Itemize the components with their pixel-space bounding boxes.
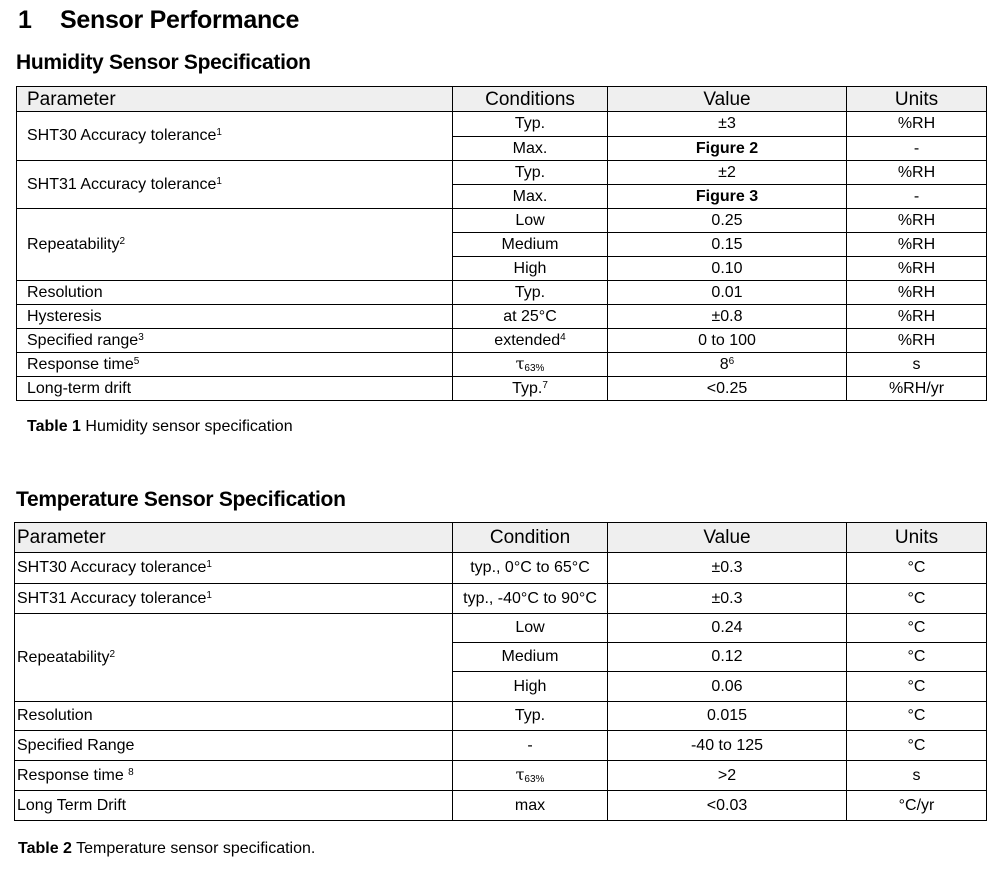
- unit-cell: -: [847, 137, 987, 161]
- table-row: [15, 761, 987, 791]
- table-row: [15, 731, 987, 761]
- condition-cell: Typ.: [453, 702, 608, 731]
- condition-cell: Medium: [453, 643, 608, 672]
- param-cell: Specified Range: [15, 731, 453, 761]
- param-cell: SHT30 Accuracy tolerance$^1$: [15, 553, 453, 584]
- table-header-row: [17, 87, 987, 112]
- param-cell: Repeatability$^2$: [17, 209, 453, 281]
- unit-cell: °C: [847, 643, 987, 672]
- condition-cell: typ., -40°C to 90°C: [453, 584, 608, 614]
- param-cell: Resolution: [17, 281, 453, 305]
- figure-reference: Figure 3: [608, 185, 847, 209]
- header-parameter: Parameter: [17, 87, 453, 112]
- param-cell: SHT30 Accuracy tolerance$^1$: [17, 112, 453, 161]
- figure-reference: Figure 2: [608, 137, 847, 161]
- condition-cell: Typ.: [453, 112, 608, 137]
- param-cell: Response time $^8$: [15, 761, 453, 791]
- temperature-spec-table: [14, 522, 987, 821]
- table-row: [15, 791, 987, 821]
- table-2-caption: Table 2 Temperature sensor specification.: [18, 840, 316, 857]
- unit-cell: °C: [847, 731, 987, 761]
- value-cell: ±0.3: [608, 553, 847, 584]
- table-row: [17, 161, 987, 185]
- param-cell: SHT31 Accuracy tolerance$^1$: [17, 161, 453, 209]
- table-row: [15, 553, 987, 584]
- condition-cell: [453, 761, 608, 791]
- header-condition: Condition: [453, 523, 608, 553]
- table-row: [17, 353, 987, 377]
- table-row: [15, 584, 987, 614]
- table-1-caption: Table 1 Humidity sensor specification: [27, 418, 293, 435]
- param-cell: Long Term Drift: [15, 791, 453, 821]
- value-cell: -40 to 125: [608, 731, 847, 761]
- condition-cell: at 25°C: [453, 305, 608, 329]
- unit-cell: %RH: [847, 257, 987, 281]
- unit-cell: °C: [847, 702, 987, 731]
- header-value: Value: [608, 87, 847, 112]
- value-cell: 0.015: [608, 702, 847, 731]
- unit-cell: -: [847, 185, 987, 209]
- value-cell: 0.15: [608, 233, 847, 257]
- condition-cell: -: [453, 731, 608, 761]
- table-row: [17, 377, 987, 401]
- condition-cell: Max.: [453, 137, 608, 161]
- table-row: [17, 209, 987, 233]
- unit-cell: °C: [847, 672, 987, 702]
- condition-cell: Low: [453, 614, 608, 643]
- header-units: Units: [847, 87, 987, 112]
- condition-cell: Max.: [453, 185, 608, 209]
- value-cell: 0.12: [608, 643, 847, 672]
- value-cell: 0.25: [608, 209, 847, 233]
- value-cell: 0.06: [608, 672, 847, 702]
- table-row: [17, 112, 987, 137]
- unit-cell: %RH: [847, 161, 987, 185]
- unit-cell: %RH: [847, 329, 987, 353]
- value-cell: ±0.3: [608, 584, 847, 614]
- condition-cell: extended$^4$: [453, 329, 608, 353]
- param-cell: Response time$^5$: [17, 353, 453, 377]
- value-cell: $8^6$: [608, 353, 847, 377]
- value-cell: <0.03: [608, 791, 847, 821]
- condition-cell: max: [453, 791, 608, 821]
- value-cell: <0.25: [608, 377, 847, 401]
- param-cell: Specified range$^3$: [17, 329, 453, 353]
- unit-cell: °C: [847, 553, 987, 584]
- table-row: [17, 305, 987, 329]
- unit-cell: °C: [847, 584, 987, 614]
- unit-cell: %RH: [847, 112, 987, 137]
- unit-cell: s: [847, 761, 987, 791]
- value-cell: >2: [608, 761, 847, 791]
- param-cell: Hysteresis: [17, 305, 453, 329]
- humidity-title: Humidity Sensor Specification: [16, 51, 311, 74]
- condition-cell: Typ.$^7$: [453, 377, 608, 401]
- header-value: Value: [608, 523, 847, 553]
- unit-cell: %RH: [847, 305, 987, 329]
- unit-cell: %RH: [847, 209, 987, 233]
- condition-cell: typ., 0°C to 65°C: [453, 553, 608, 584]
- value-cell: ±3: [608, 112, 847, 137]
- unit-cell: °C: [847, 614, 987, 643]
- value-cell: ±2: [608, 161, 847, 185]
- param-cell: SHT31 Accuracy tolerance$^1$: [15, 584, 453, 614]
- condition-cell: Typ.: [453, 161, 608, 185]
- table-row: [17, 329, 987, 353]
- unit-cell: %RH: [847, 281, 987, 305]
- tau-symbol: $\tau_{63\%}$: [515, 353, 545, 374]
- condition-cell: Typ.: [453, 281, 608, 305]
- unit-cell: %RH/yr: [847, 377, 987, 401]
- humidity-spec-table: [16, 86, 987, 401]
- table-header-row: [15, 523, 987, 553]
- condition-cell: Medium: [453, 233, 608, 257]
- table-row: [15, 702, 987, 731]
- header-units: Units: [847, 523, 987, 553]
- header-parameter: Parameter: [15, 523, 453, 553]
- unit-cell: %RH: [847, 233, 987, 257]
- condition-cell: [453, 353, 608, 377]
- param-cell: Resolution: [15, 702, 453, 731]
- value-cell: ±0.8: [608, 305, 847, 329]
- tau-symbol: $\tau_{63\%}$: [515, 764, 545, 785]
- condition-cell: High: [453, 257, 608, 281]
- value-cell: 0.01: [608, 281, 847, 305]
- value-cell: 0 to 100: [608, 329, 847, 353]
- section-heading: [18, 6, 299, 35]
- header-conditions: Conditions: [453, 87, 608, 112]
- param-cell: Long-term drift: [17, 377, 453, 401]
- section-title: Sensor Performance: [60, 6, 300, 34]
- table-row: [17, 281, 987, 305]
- condition-cell: High: [453, 672, 608, 702]
- unit-cell: s: [847, 353, 987, 377]
- value-cell: 0.10: [608, 257, 847, 281]
- condition-cell: Low: [453, 209, 608, 233]
- section-number: 1: [18, 6, 32, 34]
- temperature-title: Temperature Sensor Specification: [16, 488, 346, 511]
- value-cell: 0.24: [608, 614, 847, 643]
- unit-cell: °C/yr: [847, 791, 987, 821]
- param-cell: Repeatability$^2$: [15, 614, 453, 702]
- table-row: [15, 614, 987, 643]
